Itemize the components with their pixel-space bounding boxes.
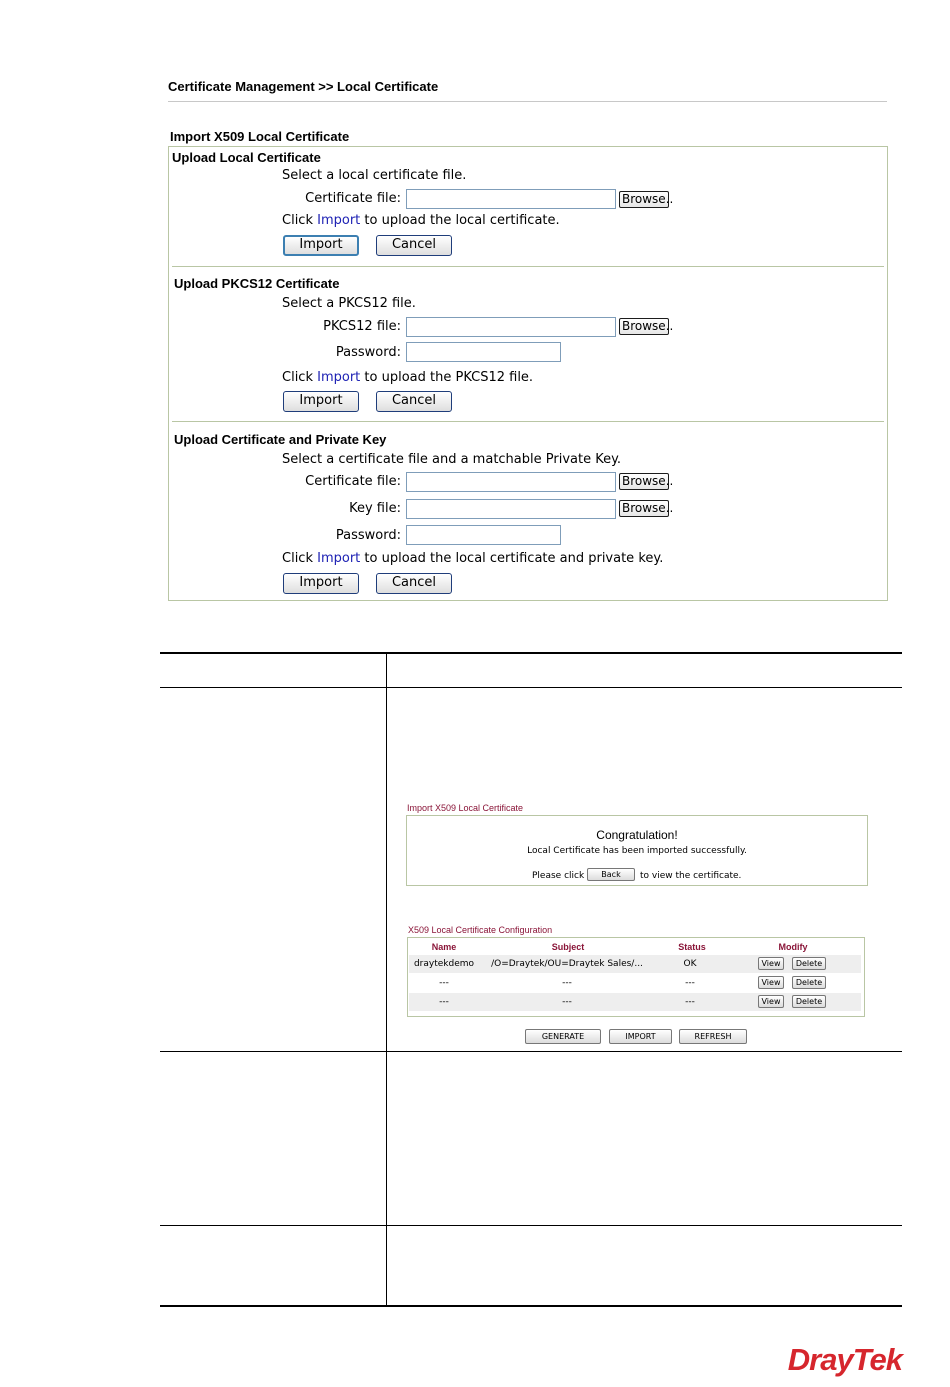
pkcs12-cancel-button[interactable]: Cancel [376,391,452,412]
hint-prefix: Click [282,370,313,385]
group-divider [172,421,884,422]
hint-suffix: to upload the PKCS12 file. [364,370,534,385]
breadcrumb: Certificate Management >> Local Certificate [168,79,439,94]
please-click-text: Please click [532,871,585,881]
key-import-button[interactable]: Import [283,573,359,594]
import-button[interactable]: IMPORT [609,1029,672,1044]
refresh-button[interactable]: REFRESH [679,1029,747,1044]
col-status-header: Status [678,942,706,952]
local-cert-browse-button[interactable]: Browse.. [619,191,669,208]
key-file-input[interactable] [406,499,616,519]
view-cert-text: to view the certificate. [640,871,742,881]
row-subject: /O=Draytek/OU=Draytek Sales/... [491,959,643,969]
congrats-text: Congratulation! [596,828,678,842]
pkcs12-browse-button[interactable]: Browse.. [619,318,669,335]
view-button[interactable]: View [758,995,784,1008]
draytek-logo: DrayTek [787,1342,902,1377]
breadcrumb-divider [168,101,887,102]
embedded-config-title: X509 Local Certificate Configuration [408,925,553,935]
upload-key-instruction: Select a certificate file and a matchable Private Key. [282,452,622,467]
pkcs12-password-label: Password: [335,345,401,360]
table-column-divider [386,652,387,1306]
row-name: --- [439,997,449,1007]
table-row [409,974,861,992]
row-status: --- [685,997,695,1007]
pkcs12-file-label: PKCS12 file: [323,319,401,334]
local-cert-file-input[interactable] [406,189,616,209]
key-file-browse-button[interactable]: Browse.. [619,500,669,517]
pkcs12-password-input[interactable] [406,342,561,362]
key-password-label: Password: [335,528,401,543]
row-name: --- [439,978,449,988]
table-row-divider [160,1051,902,1052]
import-link[interactable]: Import [317,370,361,385]
pkcs12-file-input[interactable] [406,317,616,337]
delete-button[interactable]: Delete [792,995,826,1008]
table-bottom-border [160,1305,902,1307]
table-row [409,955,861,973]
upload-pkcs12-hint [282,370,533,385]
upload-local-instruction: Select a local certificate file. [282,168,467,183]
table-row [409,993,861,1011]
embedded-import-title: Import X509 Local Certificate [407,803,524,813]
hint-prefix: Click [282,551,313,566]
key-cert-browse-button[interactable]: Browse.. [619,473,669,490]
key-file-label: Key file: [349,501,401,516]
row-subject: --- [562,978,572,988]
table-top-border [160,652,902,654]
delete-button[interactable]: Delete [792,976,826,989]
row-status: --- [685,978,695,988]
view-button[interactable]: View [758,976,784,989]
back-button[interactable]: Back [587,868,635,881]
generate-button[interactable]: GENERATE [525,1029,601,1044]
group-divider [172,266,884,267]
import-link[interactable]: Import [317,551,361,566]
upload-pkcs12-title: Upload PKCS12 Certificate [174,276,340,291]
section-title: Import X509 Local Certificate [170,129,350,144]
key-cert-file-input[interactable] [406,472,616,492]
key-cert-file-label: Certificate file: [305,474,401,489]
local-cancel-button[interactable]: Cancel [376,235,452,256]
col-name-header: Name [431,942,457,952]
view-button[interactable]: View [758,957,784,970]
upload-key-hint [282,551,663,566]
table-row-divider [160,1225,902,1226]
success-message: Local Certificate has been imported successfully. [527,846,747,856]
col-modify-header: Modify [778,942,808,952]
key-password-input[interactable] [406,525,561,545]
upload-local-title: Upload Local Certificate [172,150,321,165]
local-cert-file-label: Certificate file: [305,191,401,206]
row-status: OK [683,959,697,969]
upload-key-title: Upload Certificate and Private Key [174,432,387,447]
hint-suffix: to upload the local certificate. [364,213,560,228]
row-subject: --- [562,997,572,1007]
hint-suffix: to upload the local certificate and private key. [364,551,664,566]
upload-pkcs12-instruction: Select a PKCS12 file. [282,296,416,311]
delete-button[interactable]: Delete [792,957,826,970]
local-import-button[interactable]: Import [283,235,359,256]
table-header-divider [160,687,902,688]
upload-local-hint [282,213,560,228]
import-link[interactable]: Import [317,213,361,228]
hint-prefix: Click [282,213,313,228]
pkcs12-import-button[interactable]: Import [283,391,359,412]
col-subject-header: Subject [551,942,585,952]
row-name: draytekdemo [413,959,475,969]
key-cancel-button[interactable]: Cancel [376,573,452,594]
